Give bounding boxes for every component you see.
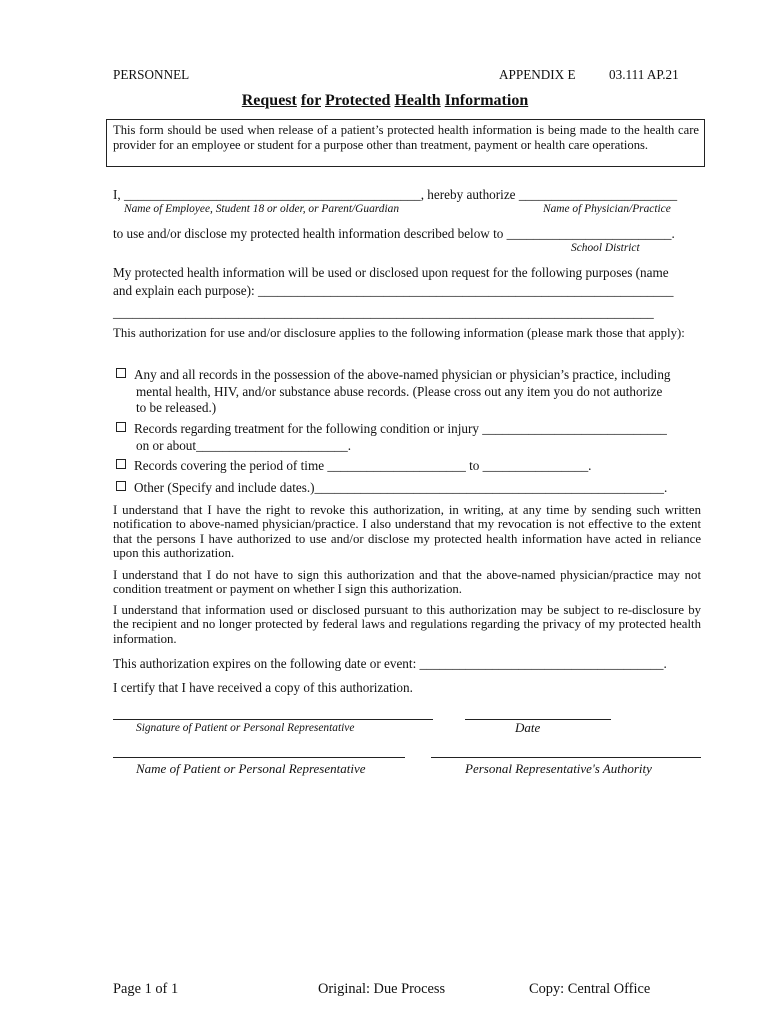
- checkbox-other[interactable]: [116, 481, 126, 491]
- option-all-records-text: Any and all records in the possession of the above-named physician or physician’s practice, including: [134, 367, 671, 382]
- disclose-line[interactable]: to use and/or disclose my protected health information described below to _________________________.: [113, 226, 675, 241]
- purpose-line: My protected health information will be used or disclosed upon request for the following purposes (name: [113, 265, 669, 280]
- purpose-blank[interactable]: and explain each purpose): _______________________________________________________________: [113, 283, 674, 298]
- signature-line[interactable]: [113, 719, 433, 720]
- title-word: for: [300, 92, 321, 109]
- disclose-caption-district: School District: [571, 242, 640, 254]
- title-word: Health: [394, 92, 441, 109]
- option-period-text: Records covering the period of time _____________________ to ________________.: [134, 458, 592, 473]
- no-sign-paragraph: I understand that I do not have to sign this authorization and that the above-named physician/practice may not condition treatment or payment on whether I sign this authorization.: [113, 568, 701, 597]
- option-all-records-text: mental health, HIV, and/or substance abuse records. (Please cross out any item you do not authorize: [136, 384, 663, 399]
- footer-page-number: Page 1 of 1: [113, 981, 179, 997]
- title-word: Protected: [325, 92, 391, 109]
- option-all-records-text: to be released.): [136, 400, 217, 415]
- option-other-text: Other (Specify and include dates.)_____________________________________________________.: [134, 480, 668, 495]
- name-caption: Name of Patient or Personal Representative: [136, 761, 366, 776]
- signature-caption: Signature of Patient or Personal Representative: [136, 722, 355, 734]
- redisclosure-paragraph: I understand that information used or disclosed pursuant to this authorization may be subject to re-disclosure by the recipient and no longer protected by federal laws and regulations regarding the privacy of my protected health information.: [113, 603, 701, 646]
- option-condition-date: on or about_______________________.: [136, 438, 352, 453]
- authority-line[interactable]: [431, 757, 701, 758]
- date-caption: Date: [515, 720, 541, 735]
- applies-text: This authorization for use and/or disclosure applies to the following information (please mark those that apply):: [113, 326, 685, 340]
- checkbox-condition-records[interactable]: [116, 422, 126, 432]
- footer-copy: Copy: Central Office: [529, 981, 651, 997]
- title-word: Request: [241, 92, 297, 109]
- name-line[interactable]: [113, 757, 405, 758]
- revoke-paragraph: I understand that I have the right to revoke this authorization, in writing, at any time by sending such written notification to above-named physician/practice. I also understand that my revocation is not effective to the extent that the persons I have authorized to use and/or disclose my protected health information have acted in reliance upon this authorization.: [113, 503, 701, 561]
- authorize-caption-name: Name of Employee, Student 18 or older, or Parent/Guardian: [124, 203, 400, 215]
- title-word: Information: [444, 92, 529, 109]
- expires-line[interactable]: This authorization expires on the following date or event: _____________________________________.: [113, 656, 667, 671]
- page-title: [0, 91, 770, 111]
- footer-original: Original: Due Process: [318, 981, 446, 997]
- purpose-blank-continued[interactable]: __________________________________________________________________________________: [113, 305, 654, 320]
- checkbox-all-records[interactable]: [116, 368, 126, 378]
- option-condition-text: Records regarding treatment for the following condition or injury ____________________________: [134, 421, 667, 436]
- header-department: PERSONNEL: [113, 67, 190, 82]
- authorize-caption-physician: Name of Physician/Practice: [543, 203, 671, 215]
- header-policy-code: 03.111 AP.21: [609, 67, 679, 82]
- authorize-line[interactable]: I, _____________________________________________, hereby authorize ________________________: [113, 187, 678, 202]
- instructions-box: This form should be used when release of a patient’s protected health information is being made to the health care provider for an employee or student for a purpose other than treatment, payment or health care operations.: [106, 119, 705, 167]
- authority-caption: Personal Representative's Authority: [465, 761, 652, 776]
- header-appendix: APPENDIX E: [499, 67, 576, 82]
- certify-text: I certify that I have received a copy of this authorization.: [113, 680, 413, 695]
- checkbox-period-records[interactable]: [116, 459, 126, 469]
